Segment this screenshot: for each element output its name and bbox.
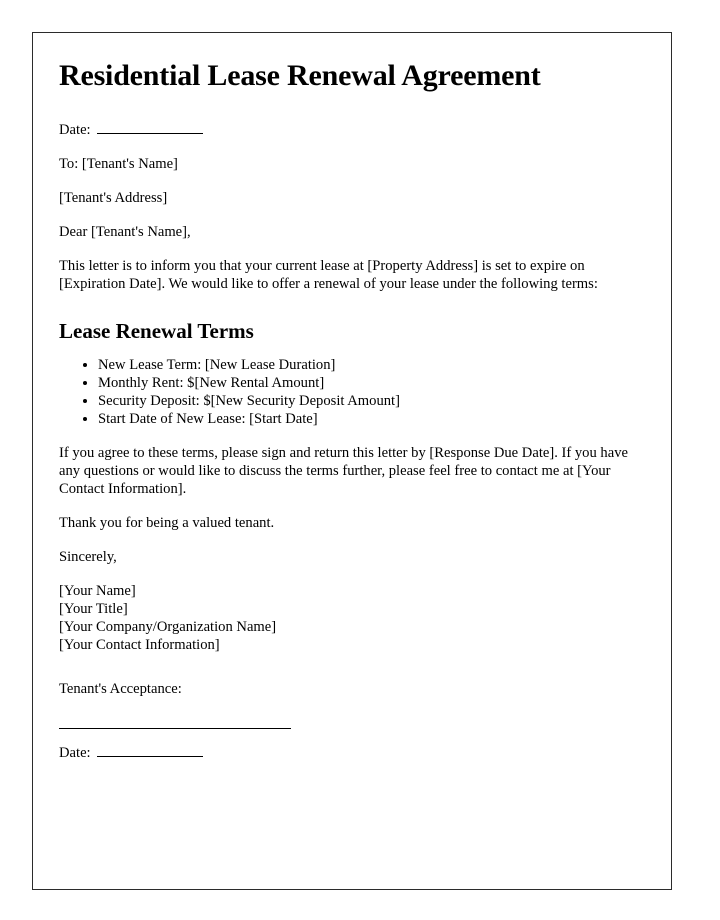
date-field-row [59, 120, 639, 139]
salutation: Dear [Tenant's Name], [59, 223, 191, 240]
list-item: • Monthly Rent: $[New Rental Amount] [98, 374, 639, 392]
acceptance-date-label: Date: [59, 744, 91, 761]
signer-company: [Your Company/Organization Name] [59, 618, 277, 635]
tenant-signature-line[interactable] [59, 728, 291, 729]
recipient-address: [Tenant's Address] [59, 189, 168, 206]
page-frame [32, 32, 672, 890]
page-title: Residential Lease Renewal Agreement [59, 59, 541, 92]
agreement-paragraph: If you agree to these terms, please sign and return this letter by [Response Due Date]. If you have any questions or would like to discuss the terms further, please feel free to contact me at [Your Contact Information]. [59, 444, 628, 497]
date-label: Date: [59, 121, 91, 138]
list-item: • Start Date of New Lease: [Start Date] [98, 410, 639, 428]
signature-block [59, 582, 639, 654]
intro-paragraph: This letter is to inform you that your current lease at [Property Address] is set to expire on [Expiration Date]. We would like to offer a renewal of your lease under the following terms: [59, 257, 598, 292]
list-item: • New Lease Term: [New Lease Duration] [98, 356, 639, 374]
acceptance-date-row [59, 743, 639, 762]
date-blank-line[interactable] [97, 120, 203, 134]
acceptance-date-blank-line[interactable] [97, 743, 203, 757]
terms-heading: Lease Renewal Terms [59, 318, 254, 343]
thank-you-paragraph: Thank you for being a valued tenant. [59, 514, 275, 531]
signer-contact: [Your Contact Information] [59, 636, 220, 653]
acceptance-label: Tenant's Acceptance: [59, 680, 182, 697]
document-body [59, 59, 639, 778]
list-item: • Security Deposit: $[New Security Deposit Amount] [98, 392, 639, 410]
closing-salutation: Sincerely, [59, 548, 117, 565]
spacer [59, 670, 639, 680]
terms-list [59, 356, 639, 428]
recipient-line: To: [Tenant's Name] [59, 155, 178, 172]
signer-title: [Your Title] [59, 600, 128, 617]
signer-name: [Your Name] [59, 582, 136, 599]
